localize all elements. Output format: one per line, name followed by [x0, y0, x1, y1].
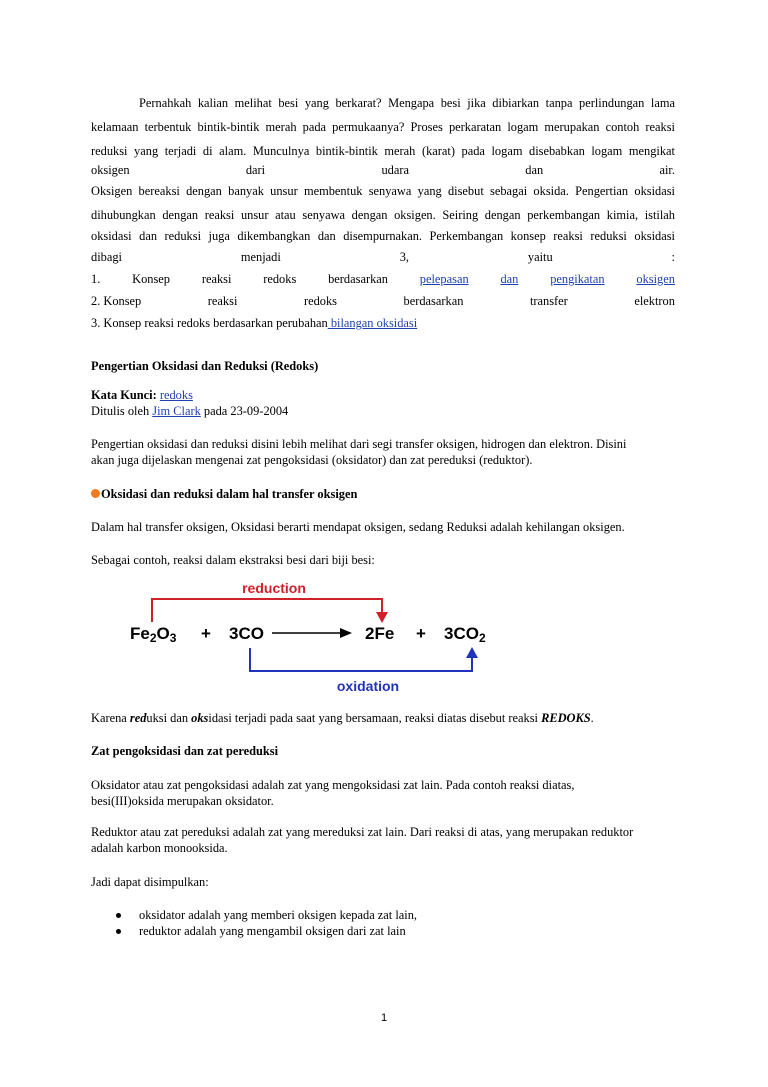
para4-text: Karena: [91, 711, 130, 725]
concept-item-3: [91, 316, 417, 330]
heading-transfer-oksigen: Oksidasi dan reduksi dalam hal transfer oksigen: [101, 487, 358, 501]
intro-line-7: oksidasi dan reduksi juga dikembangkan dan disempurnakan. Perkembangan konsep reaksi reduksi oksidasi: [91, 229, 675, 243]
word: 2. Konsep: [91, 294, 142, 308]
oxidation-bracket: [250, 647, 478, 671]
para4: [91, 711, 594, 725]
link-bilangan-oksidasi[interactable]: bilangan oksidasi: [327, 316, 418, 330]
para4-emphasis: REDOKS: [541, 711, 591, 725]
word: oksigen: [91, 163, 130, 177]
link-redoks[interactable]: redoks: [159, 388, 193, 402]
concept-item-3-text: 3. Konsep reaksi redoks berdasarkan perubahan: [91, 316, 328, 330]
kata-kunci-label: Kata Kunci:: [91, 388, 157, 402]
orange-bullet-icon: [91, 489, 100, 498]
para1-line-1: Pengertian oksidasi dan reduksi disini lebih melihat dari segi transfer oksigen, hidrogen dan elektron. Disini: [91, 437, 627, 451]
intro-line-3: reduksi yang terjadi di alam. Munculnya bintik-bintik merah (karat) pada logam disebabkan logam mengikat: [91, 144, 675, 158]
para6-line-1: Reduktor atau zat pereduksi adalah zat yang mereduksi zat lain. Dari reaksi di atas, yang merupakan reduktor: [91, 825, 634, 839]
intro-line-2: kelamaan terbentuk bintik-bintik merah pada permukaanya? Proses perkaratan logam merupakan contoh reaksi: [91, 120, 675, 134]
fe2o3-formula: Fe2O3: [130, 624, 177, 645]
para4-text: .: [590, 711, 594, 725]
heading-zat: Zat pengoksidasi dan zat pereduksi: [91, 744, 279, 758]
link-author[interactable]: Jim Clark: [152, 404, 201, 418]
para6-line-2: adalah karbon monooksida.: [91, 841, 228, 855]
para4-emphasis: oks: [191, 711, 209, 725]
word: menjadi: [240, 250, 281, 264]
intro-line-6: dihubungkan dengan reaksi unsur atau senyawa dengan oksigen. Seiring dengan perkembangan kimia, istilah: [91, 208, 675, 222]
co2-formula: 3CO2: [444, 624, 486, 645]
word: udara: [381, 163, 409, 177]
word: berdasarkan: [328, 272, 388, 286]
intro-line-4: [91, 163, 675, 177]
word: redoks: [303, 294, 337, 308]
word: dan: [525, 163, 544, 177]
concept-item-2: [91, 294, 675, 308]
author-suffix: pada 23-09-2004: [203, 404, 289, 418]
fe-formula: 2Fe: [365, 624, 395, 643]
link-pelepasan[interactable]: pelepasan: [419, 272, 469, 286]
list-item: oksidator adalah yang memberi oksigen kepada zat lain,: [139, 908, 418, 922]
para4-text: idasi terjadi pada saat yang bersamaan, reaksi diatas disebut reaksi: [208, 711, 542, 725]
concept-item-1: [91, 272, 675, 286]
oxidation-label: oxidation: [336, 678, 400, 694]
reduction-label: reduction: [242, 580, 306, 596]
bullet-dot-icon: [116, 913, 121, 918]
word: yaitu: [527, 250, 553, 264]
link-pengikatan[interactable]: pengikatan: [550, 272, 605, 286]
word: air.: [659, 163, 675, 177]
para5-line-2: besi(III)oksida merupakan oksidator.: [91, 794, 274, 808]
word: 3,: [399, 250, 409, 264]
word: berdasarkan: [403, 294, 464, 308]
intro-line-5: Oksigen bereaksi dengan banyak unsur membentuk senyawa yang disebut sebagai oksida. Pengertian oksidasi: [91, 184, 675, 198]
author-prefix: Ditulis oleh: [91, 404, 150, 418]
para2: Dalam hal transfer oksigen, Oksidasi berarti mendapat oksigen, sedang Reduksi adalah kehilangan oksigen.: [91, 520, 625, 534]
word: dari: [245, 163, 266, 177]
word: redoks: [263, 272, 297, 286]
plus-sign: +: [201, 624, 211, 643]
intro-line-8: [91, 250, 675, 264]
reduction-bracket: [152, 599, 388, 623]
word: reaksi: [207, 294, 238, 308]
page-number: 1: [380, 1012, 388, 1024]
para7: Jadi dapat disimpulkan:: [91, 875, 209, 889]
heading-pengertian: Pengertian Oksidasi dan Reduksi (Redoks): [91, 359, 319, 373]
word: elektron: [634, 294, 675, 308]
para1-line-2: akan juga dijelaskan mengenai zat pengoksidasi (oksidator) dan zat pereduksi (reduktor).: [91, 453, 533, 467]
para5-line-1: Oksidator atau zat pengoksidasi adalah zat yang mengoksidasi zat lain. Pada contoh reaksi diatas,: [91, 778, 575, 792]
kata-kunci: [91, 388, 193, 402]
list-item: reduktor adalah yang mengambil oksigen dari zat lain: [139, 924, 406, 938]
intro-line-1: Pernahkah kalian melihat besi yang berkarat? Mengapa besi jika dibiarkan tanpa perlindungan lama: [139, 96, 675, 110]
word: dibagi: [91, 250, 122, 264]
link-oksigen[interactable]: oksigen: [636, 272, 675, 286]
word: Konsep: [132, 272, 170, 286]
para4-emphasis: red: [129, 711, 147, 725]
word: 1.: [91, 272, 101, 286]
reaction-arrow: [272, 628, 352, 638]
link-dan[interactable]: dan: [500, 272, 519, 286]
bullet-dot-icon: [116, 929, 121, 934]
para4-text: uksi dan: [146, 711, 192, 725]
word: transfer: [529, 294, 568, 308]
redox-diagram: [0, 570, 768, 700]
word: reaksi: [201, 272, 232, 286]
plus-sign: +: [416, 624, 426, 643]
author-line: [91, 404, 288, 418]
para3: Sebagai contoh, reaksi dalam ekstraksi besi dari biji besi:: [91, 553, 375, 567]
co-formula: 3CO: [229, 624, 264, 643]
word: :: [671, 250, 675, 264]
